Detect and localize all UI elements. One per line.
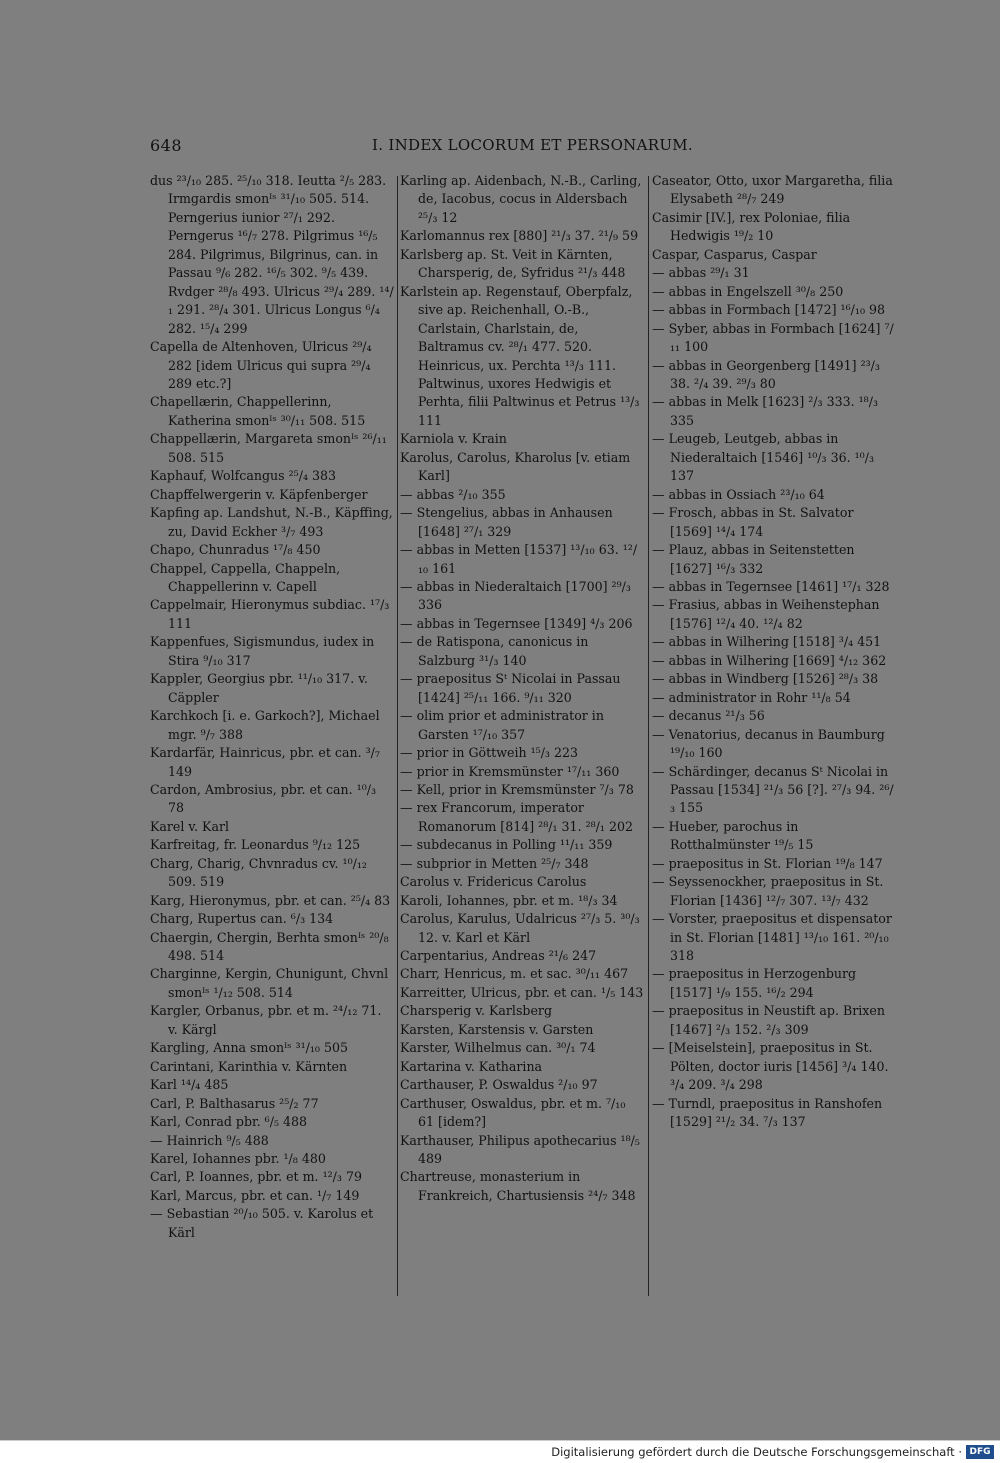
index-entry: Caseator, Otto, uxor Margaretha, filia Elysabeth ²⁸/₇ 249 — [652, 173, 893, 207]
index-entry: — Turndl, praepositus in Ranshofen [1529] ²¹/₂ 34. ⁷/₃ 137 — [652, 1095, 883, 1130]
index-entry: Karl, Marcus, pbr. et can. ¹/₇ 149 — [150, 1187, 360, 1203]
footer-credit: Digitalisierung gefördert durch die Deutsche Forschungsgemeinschaft · — [551, 1445, 962, 1459]
index-entry: — Schärdinger, decanus Sᵗ Nicolai in Passau [1534] ²¹/₃ 56 [?]. ²⁷/₃ 94. ²⁶/₃ 155 — [652, 763, 894, 816]
index-entry: — administrator in Rohr ¹¹/₈ 54 — [652, 689, 851, 705]
index-entry: Kapfing ap. Landshut, N.-B., Käpffing, zu, David Eckher ³/₇ 493 — [150, 505, 393, 539]
index-entry: Karoli, Iohannes, pbr. et m. ¹⁸/₃ 34 — [400, 892, 618, 908]
column-rule-1 — [397, 176, 398, 1296]
index-entry: Carpentarius, Andreas ²¹/₆ 247 — [400, 948, 597, 964]
index-entry: — abbas in Wilhering [1669] ⁴/₁₂ 362 — [652, 652, 887, 668]
index-entry: Chartreuse, monasterium in Frankreich, Chartusiensis ²⁴/₇ 348 — [400, 1169, 636, 1203]
index-entry: Carthauser, P. Oswaldus ²/₁₀ 97 — [400, 1077, 598, 1093]
index-entry: Karniola v. Krain — [400, 431, 507, 447]
index-entry: — olim prior et administrator in Garsten ¹⁷/₁₀ 357 — [400, 708, 604, 742]
index-entry: Charsperig v. Karlsberg — [400, 1003, 553, 1019]
index-entry: Karthauser, Philipus apothecarius ¹⁸/₅ 489 — [400, 1132, 640, 1167]
footer-bar — [0, 1440, 1000, 1463]
index-entry: — abbas in Georgenberg [1491] ²³/₃ 38. ²/₄ 39. ²⁹/₃ 80 — [652, 357, 880, 391]
index-entry: — Frosch, abbas in St. Salvator [1569] ¹⁴/₄ 174 — [652, 505, 854, 539]
index-entry: Chapellærin, Chappellerinn, Katherina smonᴵˢ ³⁰/₁₁ 508. 515 — [150, 394, 366, 428]
index-entry: Karel, Iohannes pbr. ¹/₈ 480 — [150, 1151, 326, 1167]
index-entry: — subprior in Metten ²⁵/₇ 348 — [400, 855, 589, 871]
index-entry: Karg, Hieronymus, pbr. et can. ²⁵/₄ 83 — [150, 892, 391, 908]
index-entry: Charg, Rupertus can. ⁶/₃ 134 — [150, 911, 334, 927]
page-title: I. INDEX LOCORUM ET PERSONARUM. — [372, 136, 693, 154]
index-entry: Karfreitag, fr. Leonardus ⁹/₁₂ 125 — [150, 837, 361, 853]
index-entry: — abbas ²/₁₀ 355 — [400, 486, 506, 502]
index-entry: Kardarfär, Hainricus, pbr. et can. ³/₇ 149 — [150, 745, 380, 779]
index-entry: — Venatorius, decanus in Baumburg ¹⁹/₁₀ 160 — [652, 726, 885, 761]
index-entry: Chappellærin, Margareta smonᴵˢ ²⁶/₁₁ 508. 515 — [150, 431, 387, 465]
index-entry: Karlsberg ap. St. Veit in Kärnten, Charsperig, de, Syfridus ²¹/₃ 448 — [400, 246, 626, 281]
index-entry: — Syber, abbas in Formbach [1624] ⁷/₁₁ 100 — [652, 320, 894, 355]
index-entry: Carl, P. Balthasarus ²⁵/₂ 77 — [150, 1095, 319, 1111]
index-entry: Chappel, Cappella, Chappeln, Chappellerinn v. Capell — [150, 560, 341, 594]
index-entry: — praepositus in St. Florian ¹⁹/₈ 147 — [652, 855, 883, 871]
index-entry: — praepositus in Neustift ap. Brixen [1467] ²/₃ 152. ²/₃ 309 — [652, 1003, 885, 1037]
index-entry: — praepositus in Herzogenburg [1517] ¹/₉ 155. ¹⁶/₂ 294 — [652, 966, 857, 1000]
index-entry: Kartarina v. Katharina — [400, 1058, 543, 1074]
index-entry: — abbas in Metten [1537] ¹³/₁₀ 63. ¹²/₁₀ 161 — [400, 542, 638, 576]
index-entry: Carl, P. Ioannes, pbr. et m. ¹²/₃ 79 — [150, 1169, 362, 1185]
index-entry: — abbas in Melk [1623] ²/₃ 333. ¹⁸/₃ 335 — [652, 394, 879, 428]
index-entry: Kaphauf, Wolfcangus ²⁵/₄ 383 — [150, 468, 337, 484]
index-entry: — abbas in Wilhering [1518] ³/₄ 451 — [652, 634, 882, 650]
index-entry: — Frasius, abbas in Weihenstephan [1576] ¹²/₄ 40. ¹²/₄ 82 — [652, 597, 880, 631]
index-entry: — prior in Göttweih ¹⁵/₃ 223 — [400, 745, 579, 761]
index-entry: Karchkoch [i. e. Garkoch?], Michael mgr. ⁹/₇ 388 — [150, 708, 380, 742]
index-entry: Cappelmair, Hieronymus subdiac. ¹⁷/₃ 111 — [150, 597, 390, 631]
index-entry: — Stengelius, abbas in Anhausen [1648] ²⁷/₁ 329 — [400, 505, 613, 539]
index-entry: Karl ¹⁴/₄ 485 — [150, 1077, 229, 1093]
page-number: 648 — [150, 136, 183, 155]
dfg-logo: DFG — [966, 1445, 994, 1459]
index-entry: Karel v. Karl — [150, 818, 230, 834]
index-entry: Karlstein ap. Regenstauf, Oberpfalz, sive ap. Reichenhall, O.-B., Carlstain, Charlstain, de, Baltramus cv. ²⁸/₁ 477. 520. Heinricus, ux. Perchta ¹³/₃ 111. Paltwinus, uxores Hedwigis et Perhta, filii Paltwinus et Petrus ¹³/₃ 111 — [400, 283, 640, 428]
index-entry: — Kell, prior in Kremsmünster ⁷/₃ 78 — [400, 781, 634, 797]
index-entry: Chapo, Chunradus ¹⁷/₈ 450 — [150, 542, 321, 558]
index-entry: — prior in Kremsmünster ¹⁷/₁₁ 360 — [400, 763, 620, 779]
index-entry: Karster, Wilhelmus can. ³⁰/₁ 74 — [400, 1040, 596, 1056]
index-column-1 — [150, 172, 394, 1242]
index-entry: Karlomannus rex [880] ²¹/₃ 37. ²¹/₉ 59 — [400, 228, 639, 244]
index-entry: Chapffelwergerin v. Käpfenberger — [150, 486, 368, 502]
index-entry: — abbas ²⁹/₁ 31 — [652, 265, 750, 281]
index-entry: — abbas in Niederaltaich [1700] ²⁹/₃ 336 — [400, 578, 631, 613]
index-entry: — rex Francorum, imperator Romanorum [814] ²⁸/₁ 31. ²⁸/₁ 202 — [400, 800, 634, 834]
index-entry: — Leugeb, Leutgeb, abbas in Niederaltaich [1546] ¹⁰/₃ 36. ¹⁰/₃ 137 — [652, 431, 875, 484]
index-entry: — Sebastian ²⁰/₁₀ 505. v. Karolus et Kärl — [150, 1206, 374, 1240]
index-entry: Cardon, Ambrosius, pbr. et can. ¹⁰/₃ 78 — [150, 781, 377, 816]
index-entry: Capella de Altenhoven, Ulricus ²⁹/₄ 282 [idem Ulricus qui supra ²⁹/₄ 289 etc.?] — [150, 339, 372, 391]
index-entry: — Hueber, parochus in Rotthalmünster ¹⁹/₅ 15 — [652, 818, 814, 853]
index-entry: Karolus, Carolus, Kharolus [v. etiam Karl] — [400, 449, 631, 484]
index-entry: — Seyssenockher, praepositus in St. Florian [1436] ¹²/₇ 307. ¹³/₇ 432 — [652, 874, 884, 908]
index-entry: Kargler, Orbanus, pbr. et m. ²⁴/₁₂ 71. v. Kärgl — [150, 1003, 382, 1037]
index-entry: Charginne, Kergin, Chunigunt, Chvnl smonᴵˢ ¹/₁₂ 508. 514 — [150, 966, 389, 1000]
index-entry: — abbas in Tegernsee [1461] ¹⁷/₁ 328 — [652, 578, 890, 594]
index-entry: — Hainrich ⁹/₅ 488 — [150, 1132, 269, 1148]
index-entry: — subdecanus in Polling ¹¹/₁₁ 359 — [400, 837, 613, 853]
index-entry: — Plauz, abbas in Seitenstetten [1627] ¹⁶/₃ 332 — [652, 542, 855, 576]
index-entry: Caspar, Casparus, Caspar — [652, 246, 817, 262]
index-column-3 — [652, 172, 896, 1132]
index-entry: — decanus ²¹/₃ 56 — [652, 708, 765, 724]
index-entry: Carolus v. Fridericus Carolus — [400, 874, 587, 890]
index-entry: Karl, Conrad pbr. ⁶/₅ 488 — [150, 1114, 308, 1130]
index-entry: Chaergin, Chergin, Berhta smonᴵˢ ²⁰/₈ 498. 514 — [150, 929, 389, 964]
index-entry: — abbas in Windberg [1526] ²⁸/₃ 38 — [652, 671, 879, 687]
index-entry: dus ²³/₁₀ 285. ²⁵/₁₀ 318. Ieutta ²/₅ 283. Irmgardis smonᴵˢ ³¹/₁₀ 505. 514. Perngerius iunior ²⁷/₁ 292. Perngerus ¹⁶/₇ 278. Pilgrimus ¹⁶/₅ 284. Pilgrimus, Bilgrinus, can. in Passau ⁹/₆ 282. ¹⁶/₅ 302. ⁹/₅ 439. Rvdger ²⁸/₈ 493. Ulricus ²⁹/₄ 289. ¹⁴/₁ 291. ²⁸/₄ 301. Ulricus Longus ⁶/₄ 282. ¹⁵/₄ 299 — [150, 173, 394, 336]
index-entry: Charr, Henricus, m. et sac. ³⁰/₁₁ 467 — [400, 966, 629, 982]
index-entry: Carthuser, Oswaldus, pbr. et m. ⁷/₁₀ 61 [idem?] — [400, 1095, 626, 1130]
index-entry: Karsten, Karstensis v. Garsten — [400, 1021, 594, 1037]
index-entry: — Vorster, praepositus et dispensator in St. Florian [1481] ¹³/₁₀ 161. ²⁰/₁₀ 318 — [652, 911, 892, 964]
column-rule-2 — [648, 176, 649, 1296]
index-entry: — abbas in Formbach [1472] ¹⁶/₁₀ 98 — [652, 302, 886, 318]
index-entry: — abbas in Tegernsee [1349] ⁴/₃ 206 — [400, 615, 633, 631]
index-entry: — abbas in Ossiach ²³/₁₀ 64 — [652, 486, 825, 502]
index-entry: Kappenfues, Sigismundus, iudex in Stira ⁹/₁₀ 317 — [150, 634, 375, 668]
index-entry: Charg, Charig, Chvnradus cv. ¹⁰/₁₂ 509. 519 — [150, 855, 367, 890]
index-entry: — [Meiselstein], praepositus in St. Pölten, doctor iuris [1456] ³/₄ 140. ³/₄ 209. ³/₄ 298 — [652, 1040, 889, 1093]
index-entry: Carolus, Karulus, Udalricus ²⁷/₃ 5. ³⁰/₃ 12. v. Karl et Kärl — [400, 911, 640, 945]
index-entry: — praepositus Sᵗ Nicolai in Passau [1424] ²⁵/₁₁ 166. ⁹/₁₁ 320 — [400, 671, 621, 705]
index-entry: Kargling, Anna smonᴵˢ ³¹/₁₀ 505 — [150, 1040, 349, 1056]
index-entry: Karreitter, Ulricus, pbr. et can. ¹/₅ 143 — [400, 984, 644, 1000]
index-entry: Carintani, Karinthia v. Kärnten — [150, 1058, 348, 1074]
index-entry: — abbas in Engelszell ³⁰/₈ 250 — [652, 283, 844, 299]
index-entry: — de Ratispona, canonicus in Salzburg ³¹/₃ 140 — [400, 634, 589, 668]
index-entry: Casimir [IV.], rex Poloniae, filia Hedwigis ¹⁹/₂ 10 — [652, 209, 851, 244]
index-entry: Karling ap. Aidenbach, N.-B., Carling, de, Iacobus, cocus in Aldersbach ²⁵/₃ 12 — [400, 173, 642, 225]
index-column-2 — [400, 172, 644, 1205]
index-entry: Kappler, Georgius pbr. ¹¹/₁₀ 317. v. Cäppler — [150, 671, 368, 705]
